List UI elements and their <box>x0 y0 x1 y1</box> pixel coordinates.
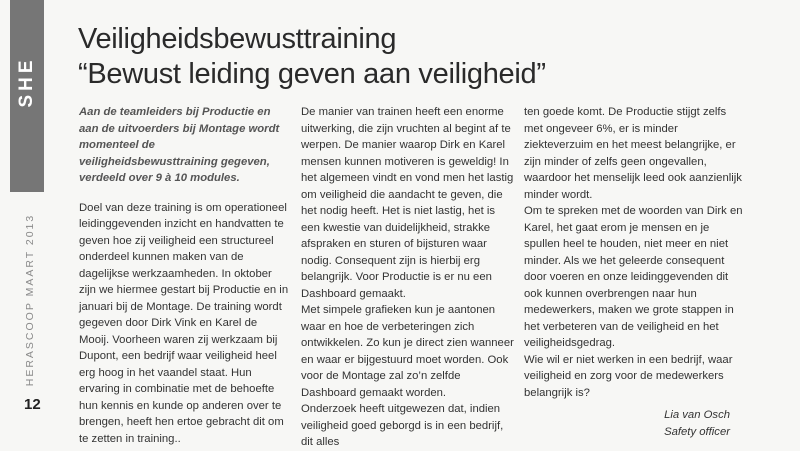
paragraph: Wie wil er niet werken in een bedrijf, waar veiligheid en zorg voor de medewerkers belangrijk is? <box>524 353 733 399</box>
page-number: 12 <box>24 396 41 413</box>
magazine-issue: HERASCOOP MAART 2013 <box>24 213 36 387</box>
article-intro: Aan de teamleiders bij Productie en aan de uitvoerders bij Montage wordt momenteel de veiligheidsbewusttraining gegeven, verdeeld over 9 à 10 modules. <box>79 106 280 184</box>
paragraph: Doel van deze training is om operationeel leidinggevenden inzicht en handvatten te geven hoe zij veiligheid een structureel onderdeel kunnen maken van de dagelijkse werkzaamheden. In oktober zijn we hiermee gestart bij Productie en in januari bij de Montage. De training wordt gegeven door Dirk Vink en Karel de Mooij. Voorheen waren zij werkzaam bij Dupont, een bedrijf waar veiligheid heel erg hoog in het vaandel staat. Hun ervaring in combinatie met de behoefte hun kennis en kunde op anderen over te brengen, heeft hen ertoe gebracht dit om te zetten in training.. <box>79 201 289 445</box>
paragraph: Om te spreken met de woorden van Dirk en Karel, het gaat erom je mensen en je spullen heel te houden, niet meer en niet minder. Als we het geleerde consequent door voeren en onze leidinggevenden dit ook kunnen overbrengen naar hun medewerkers, maken we grote stappen in het verbeteren van de veiligheid en het veiligheidsgedrag. <box>524 205 743 349</box>
author-role: Safety officer <box>664 425 730 438</box>
column-1 <box>79 104 289 447</box>
author-name: Lia van Osch <box>664 409 730 421</box>
paragraph: Met simpele grafieken kun je aantonen waar en hoe de verbeteringen zich ontwikkelen. Zo kun je direct zien wanneer en waar er bijgestuurd moet worden. Ook voor de Montage zal zo’n zelfde Dashboard gemaakt worden. <box>301 304 514 399</box>
paragraph: De manier van trainen heeft een enorme uitwerking, die zijn vruchten al begint af te werpen. De manier waarop Dirk en Karel mensen kunnen motiveren is geweldig! In het algemeen vindt en vond men het lastig om veiligheid die aandacht te geven, die het nodig heeft. Het is niet lastig, het is een kwestie van duidelijkheid, strakke afspraken en sturen of bijsturen waar nodig. Consequent zijn is hierbij erg belangrijk. Voor Productie is er nu een Dashboard gemaakt. <box>301 106 514 300</box>
section-label: SHE <box>16 56 37 108</box>
column-3 <box>524 104 744 440</box>
article-title: Veiligheidsbewusttraining <box>78 23 397 55</box>
sidebar <box>0 0 50 444</box>
paragraph: ten goede komt. De Productie stijgt zelfs met ongeveer 6%, er is minder ziekteverzuim en het meest belangrijke, er zijn minder of zelfs geen ongevallen, waardoor het menselijk leed ook aanzienlijk minder wordt. <box>524 106 742 201</box>
paragraph: Onderzoek heeft uitgewezen dat, indien veiligheid goed geborgd is in een bedrijf, dit alles <box>301 403 504 448</box>
column-2 <box>301 104 514 451</box>
article-subtitle: “Bewust leiding geven aan veiligheid” <box>78 58 546 90</box>
